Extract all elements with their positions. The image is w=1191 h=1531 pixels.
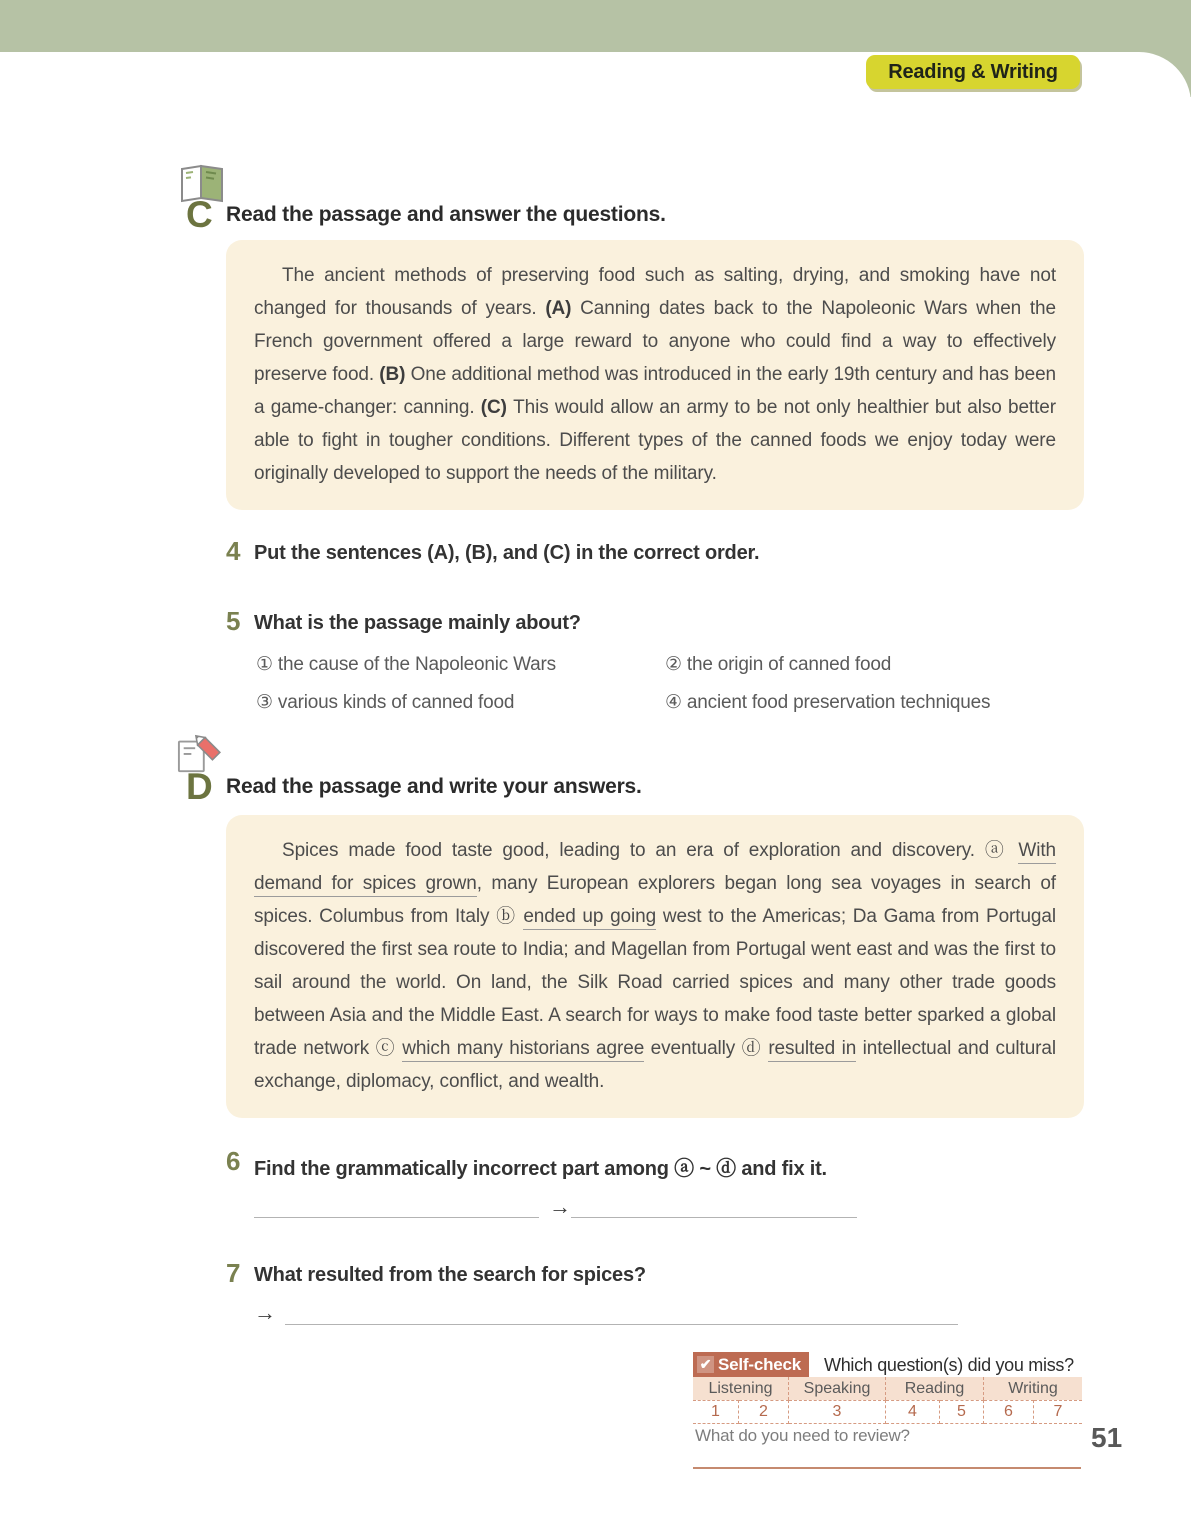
question-5-option-4: ④ ancient food preservation techniques [665,692,991,713]
answer-line [285,1324,958,1325]
self-check-table [693,1377,1082,1424]
question-5-text: What is the passage mainly about? [254,612,581,634]
question-6-number: 6 [226,1146,240,1176]
review-prompt: What do you need to review? [695,1426,910,1445]
skill-header-listening: Listening [693,1377,789,1400]
arrow-right: → [254,1300,276,1325]
question-5-option-3: ③ various kinds of canned food [256,692,515,713]
section-tab [866,55,1080,89]
skill-header-writing: Writing [984,1377,1082,1400]
passage-c [226,240,1084,510]
section-c-title: Read the passage and answer the questions. [226,203,666,226]
self-check-cell-3: 3 [789,1400,886,1424]
section-tab-label: Reading & Writing [888,60,1058,83]
self-check-cell-6: 6 [984,1400,1034,1424]
answer-line [254,1217,539,1218]
page-number: 51 [1091,1422,1123,1453]
check-icon: ✔ [697,1356,714,1373]
passage-c-text: The ancient methods of preserving food such as salting, drying, and smoking have not changed for thousands of years. (A) Canning dates back to the Napoleonic Wars when the French government offered a large reward to anyone who could find a way to effectively preserve food. (B) One additional method was introduced in the early 19th century and has been a game-changer: canning. (C) This would allow an army to be not only healthier but also better able to fight in tougher conditions. Different types of the canned foods we enjoy today were originally developed to support the needs of the military. [254,265,1057,484]
question-5-number: 5 [226,606,240,636]
section-d-title: Read the passage and write your answers. [226,775,642,798]
passage-d [226,815,1084,1118]
section-d-letter: D [186,766,212,807]
footer-rule [693,1467,1081,1469]
self-check-question: Which question(s) did you miss? [824,1355,1074,1375]
passage-d-text: Spices made food taste good, leading to an era of exploration and discovery. ⓐ With demand for spices grown, many European explorers began long sea voyages in search of spices. Columbus from Italy ⓑ ended up going west to the Americas; Da Gama from Portugal discovered the first sea route to India; and Magellan from Portugal went east and was the first to sail around the world. On land, the Silk Road carried spices and many other trade goods between Asia and the Middle East. A search for ways to make food taste better sparked a global trade network ⓒ which many historians agree eventually ⓓ resulted in intellectual and cultural exchange, diplomacy, conflict, and wealth. [254,840,1056,1092]
section-c-letter: C [186,194,212,235]
question-6-text: Find the grammatically incorrect part among ⓐ ~ ⓓ and fix it. [254,1158,827,1180]
self-check-cell-5: 5 [940,1400,984,1424]
self-check-label: Self-check [718,1354,802,1374]
question-5-option-1: ① the cause of the Napoleonic Wars [256,654,556,675]
self-check-cell-4: 4 [886,1400,940,1424]
question-4-text: Put the sentences (A), (B), and (C) in the correct order. [254,542,760,564]
question-7-number: 7 [226,1258,240,1288]
self-check-tab [693,1352,809,1377]
answer-line [571,1217,857,1218]
arrow-right: → [549,1194,571,1219]
question-5-option-2: ② the origin of canned food [665,654,892,675]
question-4-number: 4 [226,536,240,566]
question-7-text: What resulted from the search for spices? [254,1264,646,1286]
self-check-cell-2: 2 [739,1400,789,1424]
skill-header-speaking: Speaking [789,1377,886,1400]
skill-header-reading: Reading [886,1377,984,1400]
self-check-cell-7: 7 [1034,1400,1082,1424]
self-check-cell-1: 1 [693,1400,739,1424]
